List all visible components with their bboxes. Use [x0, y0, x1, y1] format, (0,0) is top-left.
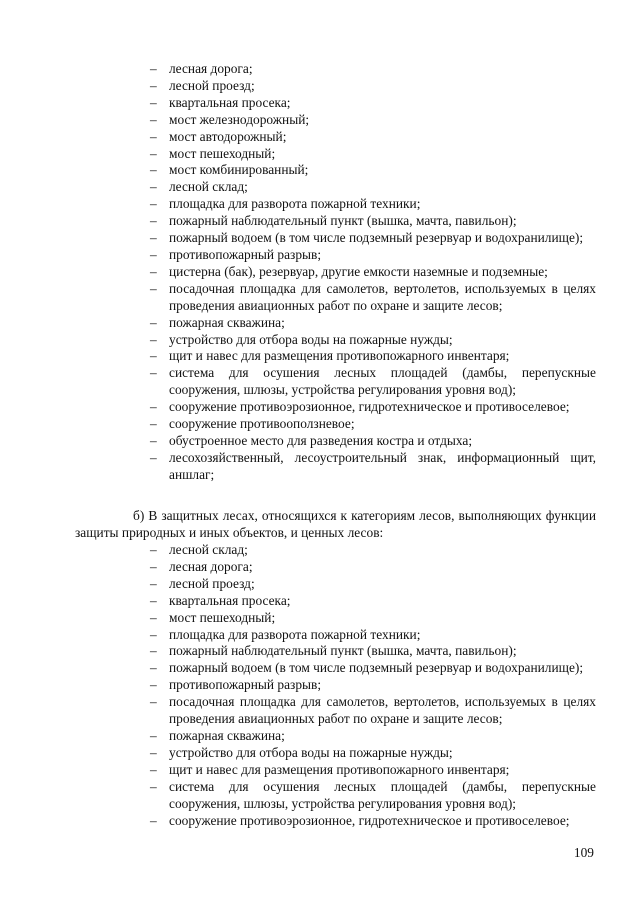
list-dash: –	[150, 694, 157, 710]
list-dash: –	[150, 744, 157, 760]
list-item	[150, 365, 596, 399]
list-dash: –	[150, 94, 157, 110]
list-item-text: пожарный водоем (в том числе подземный резервуар и водохранилище);	[169, 230, 584, 246]
list-item-text: пожарный наблюдательный пункт (вышка, мачта, павильон);	[169, 213, 517, 229]
list-dash: –	[150, 331, 157, 347]
list-item	[150, 677, 596, 694]
list-item	[150, 196, 596, 213]
list-item-text: сооружение противоэрозионное, гидротехническое и противоселевое;	[169, 399, 570, 415]
list-item	[150, 559, 596, 576]
list-item-text: квартальная просека;	[169, 592, 291, 608]
list-item-text: система для осушения лесных площадей (дамбы, перепускные сооружения, шлюзы, устройства регулирования уровня вод);	[169, 365, 596, 398]
list-dash: –	[150, 609, 157, 625]
list-dash: –	[150, 348, 157, 364]
list-item-text: лесной склад;	[169, 179, 248, 195]
list-item	[150, 660, 596, 677]
list-item-text: сооружение противооползневое;	[169, 416, 355, 432]
list-item	[150, 762, 596, 779]
list-dash: –	[150, 196, 157, 212]
list-dash: –	[150, 542, 157, 557]
list-item-text: обустроенное место для разведения костра и отдыха;	[169, 432, 473, 448]
list-item	[150, 78, 596, 95]
list-dash: –	[150, 812, 157, 828]
list-dash: –	[150, 162, 157, 178]
list-item	[150, 315, 596, 332]
list-item	[150, 230, 596, 247]
list-item	[150, 779, 596, 813]
list-item-text: система для осушения лесных площадей (дамбы, перепускные сооружения, шлюзы, устройства регулирования уровня вод);	[169, 778, 596, 811]
list-item-text: щит и навес для размещения противопожарного инвентаря;	[169, 348, 510, 364]
object-list-b	[150, 542, 596, 829]
list-dash: –	[150, 314, 157, 330]
list-item-text: цистерна (бак), резервуар, другие емкости наземные и подземные;	[169, 263, 548, 279]
list-item-text: лесной склад;	[169, 542, 248, 557]
list-item	[150, 542, 596, 559]
list-item	[150, 610, 596, 627]
list-item	[150, 416, 596, 433]
list-dash: –	[150, 432, 157, 448]
list-item-text: устройство для отбора воды на пожарные нужды;	[169, 744, 453, 760]
list-dash: –	[150, 179, 157, 195]
object-list-a	[150, 61, 596, 484]
list-dash: –	[150, 660, 157, 676]
list-item	[150, 593, 596, 610]
list-item	[150, 643, 596, 660]
list-item-text: мост комбинированный;	[169, 162, 309, 178]
list-item	[150, 348, 596, 365]
list-item	[150, 694, 596, 728]
list-item	[150, 213, 596, 230]
list-item	[150, 813, 596, 830]
list-item	[150, 281, 596, 315]
list-item-text: посадочная площадка для самолетов, вертолетов, используемых в целях проведения авиационных работ по охране и защите лесов;	[169, 694, 596, 727]
list-item-text: посадочная площадка для самолетов, вертолетов, используемых в целях проведения авиационных работ по охране и защите лесов;	[169, 280, 596, 313]
list-dash: –	[150, 677, 157, 693]
list-item	[150, 129, 596, 146]
list-item-text: лесная дорога;	[169, 558, 253, 574]
list-item-text: лесной проезд;	[169, 575, 255, 591]
list-dash: –	[150, 643, 157, 659]
list-item-text: мост автодорожный;	[169, 128, 287, 144]
list-item-text: мост железнодорожный;	[169, 111, 310, 127]
list-item-text: сооружение противоэрозионное, гидротехническое и противоселевое;	[169, 812, 570, 828]
list-item-text: противопожарный разрыв;	[169, 677, 322, 693]
list-item-text: пожарный наблюдательный пункт (вышка, мачта, павильон);	[169, 643, 517, 659]
list-item	[150, 745, 596, 762]
list-dash: –	[150, 246, 157, 262]
list-dash: –	[150, 111, 157, 127]
list-item-text: мост пешеходный;	[169, 145, 276, 161]
list-item	[150, 332, 596, 349]
list-item-text: лесохозяйственный, лесоустроительный знак, информационный щит, аншлаг;	[169, 449, 596, 482]
list-dash: –	[150, 230, 157, 246]
list-item	[150, 627, 596, 644]
list-dash: –	[150, 449, 157, 465]
list-dash: –	[150, 575, 157, 591]
list-item	[150, 728, 596, 745]
list-dash: –	[150, 145, 157, 161]
list-dash: –	[150, 263, 157, 279]
list-item-text: лесной проезд;	[169, 77, 255, 93]
list-item	[150, 112, 596, 129]
list-item	[150, 264, 596, 281]
list-dash: –	[150, 399, 157, 415]
list-dash: –	[150, 213, 157, 229]
list-item	[150, 61, 596, 78]
list-item	[150, 450, 596, 484]
list-dash: –	[150, 592, 157, 608]
list-item-text: квартальная просека;	[169, 94, 291, 110]
list-dash: –	[150, 128, 157, 144]
list-dash: –	[150, 626, 157, 642]
list-dash: –	[150, 61, 157, 76]
list-item-text: пожарная скважина;	[169, 314, 285, 330]
list-dash: –	[150, 77, 157, 93]
list-item-text: площадка для разворота пожарной техники;	[169, 196, 421, 212]
list-item	[150, 399, 596, 416]
paragraph-b: б) В защитных лесах, относящихся к категориям лесов, выполняющих функции защиты природных и иных объектов, и ценных лесов:	[75, 508, 596, 540]
list-dash: –	[150, 558, 157, 574]
list-item	[150, 146, 596, 163]
list-item-text: противопожарный разрыв;	[169, 246, 322, 262]
page-number: 109	[573, 845, 594, 860]
list-dash: –	[150, 727, 157, 743]
list-item-text: пожарный водоем (в том числе подземный резервуар и водохранилище);	[169, 660, 584, 676]
list-item	[150, 247, 596, 264]
list-item	[150, 95, 596, 112]
list-item	[150, 433, 596, 450]
list-item-text: устройство для отбора воды на пожарные нужды;	[169, 331, 453, 347]
list-item	[150, 179, 596, 196]
list-item-text: площадка для разворота пожарной техники;	[169, 626, 421, 642]
list-dash: –	[150, 365, 157, 381]
list-item	[150, 162, 596, 179]
list-item-text: мост пешеходный;	[169, 609, 276, 625]
list-item-text: пожарная скважина;	[169, 727, 285, 743]
list-item-text: лесная дорога;	[169, 61, 253, 76]
list-dash: –	[150, 778, 157, 794]
list-dash: –	[150, 416, 157, 432]
list-dash: –	[150, 280, 157, 296]
list-dash: –	[150, 761, 157, 777]
list-item-text: щит и навес для размещения противопожарного инвентаря;	[169, 761, 510, 777]
list-item	[150, 576, 596, 593]
